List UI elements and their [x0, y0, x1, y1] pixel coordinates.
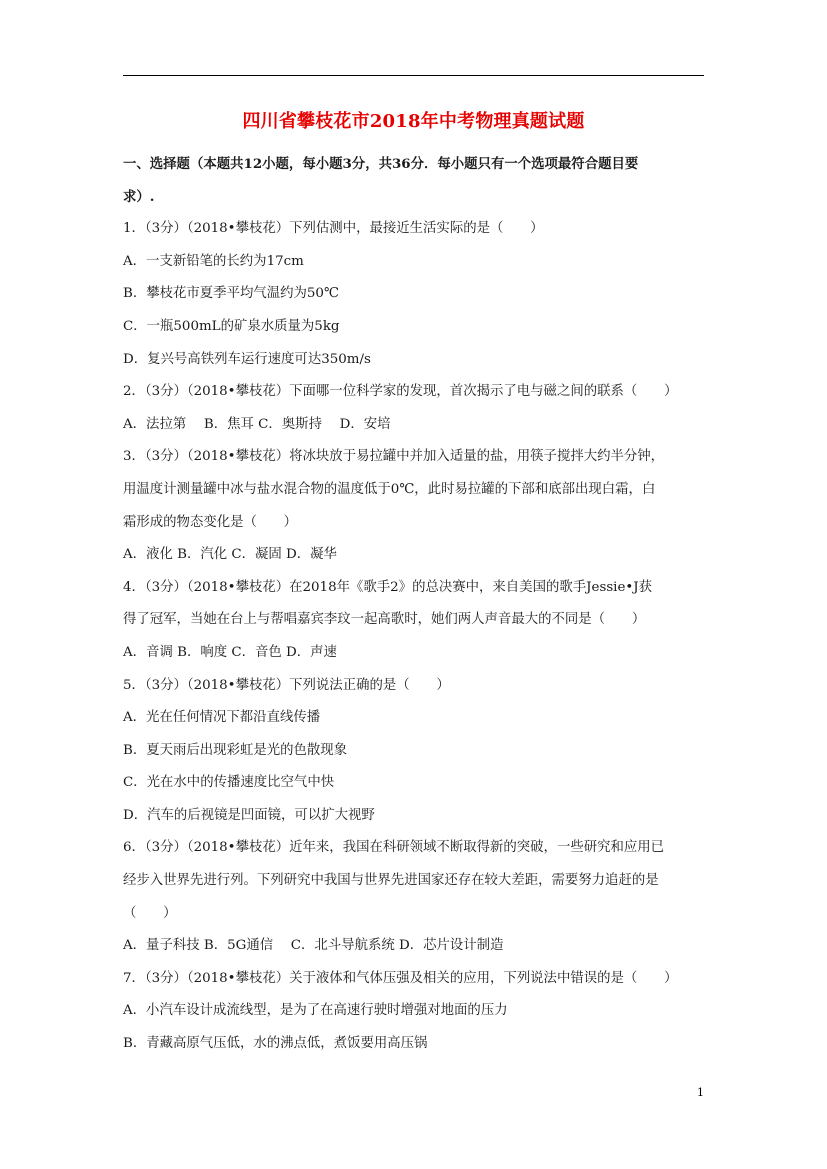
question-6-stem-line-3: （ ） — [123, 905, 177, 921]
question-5-option-d: D．汽车的后视镜是凹面镜，可以扩大视野 — [123, 807, 375, 823]
question-2-options: A．法拉第 B．焦耳 C．奥斯持 D．安培 — [123, 416, 391, 432]
question-4-options: A．音调 B．响度 C．音色 D．声速 — [123, 644, 337, 660]
page-number: 1 — [697, 1086, 704, 1099]
question-5-stem: 5．（3分）（2018•攀枝花）下列说法正确的是（ ） — [123, 677, 450, 693]
question-1-option-b: B．攀枝花市夏季平均气温约为50℃ — [123, 286, 339, 302]
question-1-option-a: A．一支新铅笔的长约为17cm — [123, 253, 304, 269]
question-7-option-b: B．青藏高原气压低，水的沸点低，煮饭要用高压锅 — [123, 1036, 428, 1052]
question-4-stem-line-1: 4．（3分）（2018•攀枝花）在2018年《歌手2》的总决赛中，来自美国的歌手Jessie•J获 — [123, 579, 653, 595]
question-5-option-a: A．光在任何情况下都沿直线传播 — [123, 710, 321, 726]
header-rule — [123, 75, 704, 76]
question-3-options: A．液化 B．汽化 C．凝固 D．凝华 — [123, 547, 337, 563]
question-1-stem: 1．（3分）（2018•攀枝花）下列估测中，最接近生活实际的是（ ） — [123, 221, 544, 237]
question-3-stem-line-2: 用温度计测量罐中冰与盐水混合物的温度低于0℃，此时易拉罐的下部和底部出现白霜，白 — [123, 481, 656, 497]
question-3-stem-line-1: 3．（3分）（2018•攀枝花）将冰块放于易拉罐中并加入适量的盐，用筷子搅拌大约半分钟， — [123, 449, 665, 465]
question-7-stem: 7．（3分）（2018•攀枝花）关于液体和气体压强及相关的应用，下列说法中错误的是（ ） — [123, 970, 678, 986]
question-4-stem-line-2: 得了冠军，当她在台上与帮唱嘉宾李玟一起高歌时，她们两人声音最大的不同是（ ） — [123, 612, 646, 628]
question-2-stem: 2．（3分）（2018•攀枝花）下面哪一位科学家的发现，首次揭示了电与磁之间的联系（ ） — [123, 384, 678, 400]
question-6-stem-line-2: 经步入世界先进行列。下列研究中我国与世界先进国家还存在较大差距，需要努力追赶的是 — [123, 873, 659, 889]
question-5-option-b: B．夏天雨后出现彩虹是光的色散现象 — [123, 742, 348, 758]
question-1-option-c: C．一瓶500mL的矿泉水质量为5kg — [123, 318, 340, 334]
question-7-option-a: A．小汽车设计成流线型，是为了在高速行驶时增强对地面的压力 — [123, 1003, 508, 1019]
page-title: 四川省攀枝花市2018年中考物理真题试题 — [242, 111, 585, 132]
question-6-stem-line-1: 6．（3分）（2018•攀枝花）近年来，我国在科研领域不断取得新的突破，一些研究和应用已 — [123, 840, 665, 856]
document-body — [123, 148, 704, 1061]
section-heading-line-2: 求）. — [123, 188, 155, 205]
question-6-options: A．量子科技 B．5G通信 C．北斗导航系统 D．芯片设计制造 — [123, 938, 504, 954]
question-3-stem-line-3: 霜形成的物态变化是（ ） — [123, 514, 298, 530]
section-heading-line-1: 一、选择题（本题共12小题，每小题3分，共36分．每小题只有一个选项最符合题目要 — [123, 156, 639, 172]
question-1-option-d: D．复兴号高铁列车运行速度可达350m/s — [123, 351, 371, 367]
question-5-option-c: C．光在水中的传播速度比空气中快 — [123, 775, 335, 791]
